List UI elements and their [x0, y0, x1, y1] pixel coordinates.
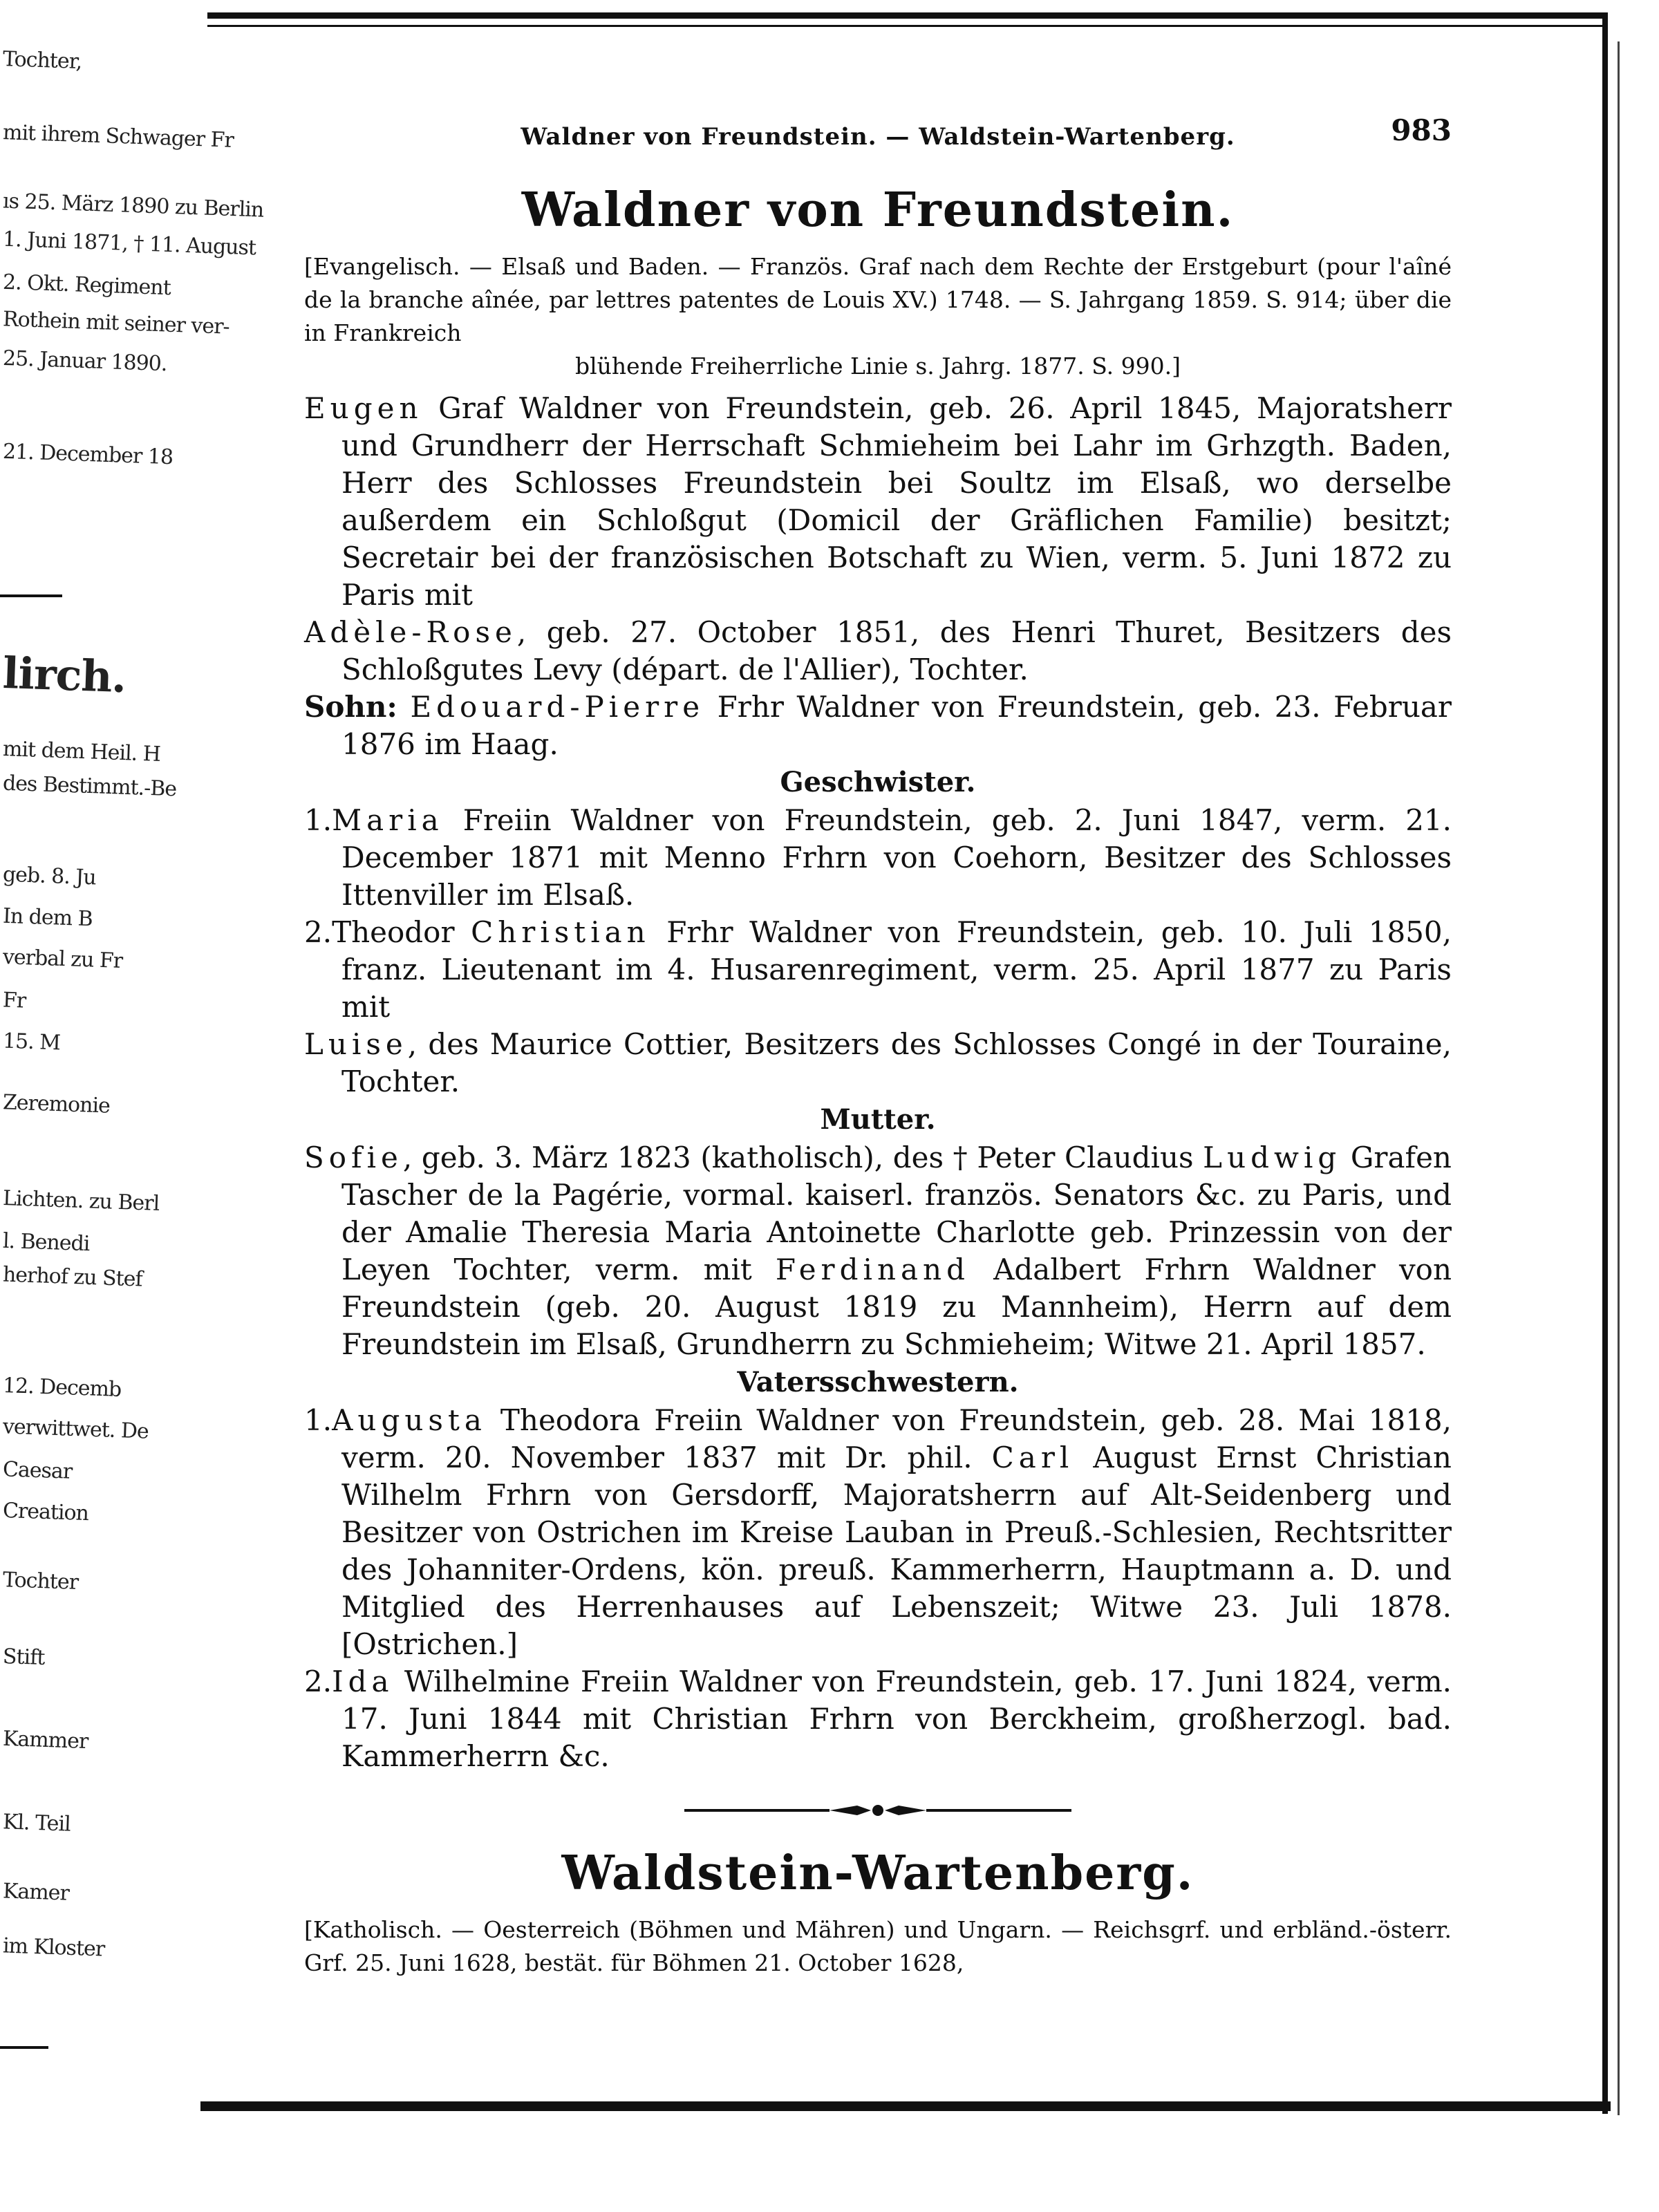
- facing-page-remnant: [0, 28, 264, 2101]
- sibling-entry: [304, 802, 1452, 914]
- facing-fragment: 2. Okt. Regiment: [2, 270, 171, 301]
- facing-fragment: mit dem Heil. H: [2, 737, 161, 767]
- person-name: Adèle-Rose: [304, 615, 517, 649]
- subheading-aunts: Vatersschwestern.: [737, 1366, 1019, 1398]
- sibling-entry: [304, 914, 1452, 1026]
- person-name: Ferdinand: [775, 1253, 970, 1286]
- person-first-name: Theodor: [332, 915, 455, 949]
- facing-fragment: Stift: [2, 1644, 45, 1671]
- person-name: Maria: [332, 803, 444, 837]
- entry-number: 2.: [304, 915, 332, 949]
- frame-top-rule: [207, 12, 1604, 19]
- facing-fragment: Kammer: [2, 1726, 88, 1754]
- subheading-siblings: Geschwister.: [780, 766, 976, 798]
- facing-fragment: verwittwet. De: [2, 1414, 149, 1444]
- facing-fragment: ıs 25. März 1890 zu Berlin: [2, 189, 264, 223]
- entry-text: , geb. 3. März 1823 (katholisch), des † Peter Claudius: [402, 1141, 1194, 1174]
- facing-fragment: Lichten. zu Berl: [2, 1186, 160, 1216]
- facing-fragment: Tochter,: [2, 47, 82, 74]
- entry-text: August Ernst Christian Wilhelm Frhrn von Gersdorff, Majoratsherrn auf Alt-Seidenberg und Besitzer von Ostrichen im Kreise Lauban in Preuß.-Schlesien, Rechtsritter des Johanniter-Ordens, kön. preuß. Kammerherrn, Hauptmann a. D. und Mitglied des Herrenhauses auf Lebenszeit; Witwe 23. Juli 1878. [Ostrichen.]: [341, 1441, 1452, 1661]
- aunt-entry: [304, 1663, 1452, 1775]
- facing-fragment: Caesar: [2, 1457, 73, 1484]
- facing-fragment: Rothein mit seiner ver-: [2, 307, 230, 339]
- printed-page: [304, 104, 1452, 1980]
- family-note-line: [Evangelisch. — Elsaß und Baden. — Französ. Graf nach dem Rechte der Erstgeburt (pour l'aîné de la branche aînée, par lettres patentes de Louis XV.) 1748. — S. Jahrgang 1859. S. 914; über die in Frankreich: [304, 253, 1452, 346]
- aunt-entry: [304, 1402, 1452, 1663]
- entry-text: , geb. 27. October 1851, des Henri Thuret, Besitzers des Schloßgutes Levy (départ. de l'Allier), Tochter.: [341, 615, 1452, 686]
- entry-text: Theodora Freiin Waldner von Freundstein, geb. 28. Mai 1818, verm. 20. November 1837 mit Dr. phil.: [341, 1403, 1452, 1474]
- entry-text: Grafen Tascher de la Pagérie, vormal. kaiserl. französ. Senators &c. zu Paris, und der Amalie Theresia Maria Antoinette Charlotte geb. Prinzessin von der Leyen Tochter, verm. mit: [341, 1141, 1452, 1286]
- facing-fragment: 21. December 18: [2, 439, 174, 470]
- facing-rule: [0, 2046, 48, 2049]
- facing-fragment: l. Benedi: [2, 1228, 90, 1257]
- subheading-mother: Mutter.: [820, 1103, 936, 1136]
- frame-right-rule: [1602, 12, 1608, 2114]
- entry-number: 1.: [304, 1403, 332, 1437]
- person-name: Ida: [332, 1665, 394, 1698]
- facing-fragment: 25. Januar 1890.: [2, 346, 167, 377]
- entry-text: , des Maurice Cottier, Besitzers des Schlosses Congé in der Touraine, Tochter.: [341, 1027, 1452, 1098]
- entry-text: Wilhelmine Freiin Waldner von Freundstein, geb. 17. Juni 1824, verm. 17. Juni 1844 mit Christian Frhrn von Berckheim, großherzogl. bad. Kammerherrn &c.: [341, 1665, 1452, 1773]
- facing-fragment: mit ihrem Schwager Fr: [2, 120, 234, 153]
- person-name: Ludwig: [1203, 1141, 1342, 1174]
- person-name: Edouard-Pierre: [410, 690, 705, 724]
- family-note-line: blühende Freiherrliche Linie s. Jahrg. 1877. S. 990.]: [574, 353, 1181, 379]
- facing-fragment: verbal zu Fr: [2, 944, 123, 974]
- entry-text: Frhr Waldner von Freundstein, geb. 23. Februar 1876 im Haag.: [341, 690, 1452, 761]
- facing-fragment: Creation: [2, 1498, 89, 1526]
- wife-entry: [304, 614, 1452, 688]
- facing-fragment: herhof zu Stef: [2, 1262, 143, 1292]
- facing-rule: [0, 594, 62, 597]
- entry-number: 1.: [304, 803, 332, 837]
- entry-text: Adalbert Frhrn Waldner von Freundstein (geb. 20. August 1819 zu Mannheim), Herrn auf dem Freundstein im Elsaß, Grundherrn zu Schmieheim; Witwe 21. April 1857.: [341, 1253, 1452, 1361]
- facing-fragment: im Kloster: [2, 1933, 105, 1962]
- running-head: [304, 104, 1452, 159]
- entry-number: 2.: [304, 1665, 332, 1698]
- son-label: Sohn:: [304, 690, 397, 724]
- family-note: [304, 250, 1452, 383]
- facing-fragment: Fr: [2, 988, 26, 1013]
- facing-fragment: Kl. Teil: [2, 1810, 71, 1837]
- person-name: Eugen: [304, 391, 423, 425]
- section-divider-ornament: [684, 1800, 1071, 1821]
- running-head-title: Waldner von Freundstein. — Waldstein-Wartenberg.: [521, 123, 1235, 151]
- facing-fragment: lirch.: [1, 647, 127, 703]
- facing-fragment: geb. 8. Ju: [2, 862, 97, 890]
- person-name: Sofie: [304, 1141, 403, 1174]
- section-heading-waldstein: Waldstein-Wartenberg.: [561, 1846, 1194, 1901]
- entry-text: Frhr Waldner von Freundstein, geb. 10. Juli 1850, franz. Lieutenant im 4. Husarenregiment, verm. 25. April 1877 zu Paris mit: [341, 915, 1452, 1024]
- head-of-family-entry: [304, 390, 1452, 614]
- frame-right-rule-thin: [1618, 41, 1620, 2115]
- facing-fragment: Kamer: [2, 1879, 70, 1906]
- facing-fragment: 1. Juni 1871, † 11. August: [2, 227, 256, 261]
- facing-fragment: 12. Decemb: [2, 1374, 122, 1402]
- person-name: Luise: [304, 1027, 408, 1061]
- facing-fragment: 15. M: [2, 1029, 61, 1056]
- page-number: 983: [1391, 113, 1452, 147]
- son-entry: [304, 688, 1452, 763]
- frame-top-rule-thin: [207, 25, 1604, 27]
- family-note-line: [Katholisch. — Oesterreich (Böhmen und Mähren) und Ungarn. — Reichsgrf. und erbländ.-österr. Grf. 25. Juni 1628, bestät. für Böhmen 21. October 1628,: [304, 1916, 1452, 1976]
- frame-bottom-rule: [200, 2101, 1611, 2111]
- facing-fragment: Zeremonie: [2, 1090, 111, 1118]
- entry-text: Freiin Waldner von Freundstein, geb. 2. Juni 1847, verm. 21. December 1871 mit Menno Frhrn von Coehorn, Besitzer des Schlosses Ittenviller im Elsaß.: [341, 803, 1452, 912]
- person-name: Augusta: [332, 1403, 487, 1437]
- entry-text: Graf Waldner von Freundstein, geb. 26. April 1845, Majoratsherr und Grundherr der Herrschaft Schmieheim bei Lahr im Grhzgth. Baden, Herr des Schlosses Freundstein bei Soultz im Elsaß, wo derselbe außerdem ein Schloßgut (Domicil der Gräflichen Familie) besitzt; Secretair bei der französischen Botschaft zu Wien, verm. 5. Juni 1872 zu Paris mit: [341, 391, 1452, 612]
- sibling-wife-entry: [304, 1026, 1452, 1100]
- person-name: Carl: [991, 1441, 1074, 1474]
- facing-fragment: In dem B: [2, 903, 93, 932]
- facing-fragment: des Bestimmt.-Be: [2, 771, 177, 802]
- mother-entry: [304, 1139, 1452, 1363]
- facing-fragment: Tochter: [2, 1568, 79, 1595]
- family-note: [304, 1913, 1452, 1980]
- person-name: Christian: [471, 915, 650, 949]
- section-heading-waldner: Waldner von Freundstein.: [521, 182, 1235, 238]
